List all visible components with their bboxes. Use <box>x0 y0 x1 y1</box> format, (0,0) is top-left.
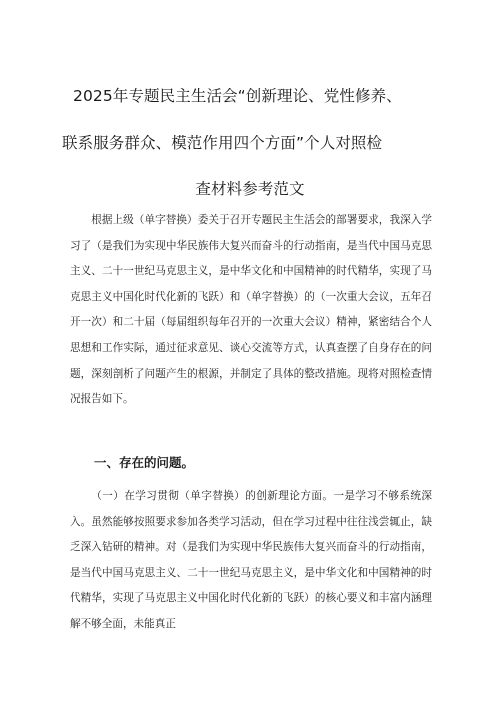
section-heading-problems: 一、存在的问题。 <box>94 455 195 470</box>
section-paragraph: （一）在学习贯彻（单字替换）的创新理论方面。一是学习不够系统深入。虽然能够按照要求参加各类学习活动，但在学习过程中往往浅尝辄止，缺乏深入钻研的精神。对（是我们为实现中华民族伟大复兴而奋斗的行动指南，是当代中国马克思主义、二十一世纪马克思主义，是中华文化和中国精神的时代精华，实现了马克思主义中国化时代化新的飞跃）的核心要义和丰富内涵理解不够全面，未能真正 <box>70 490 432 630</box>
document-title-line-3: 查材料参考范文 <box>195 180 305 198</box>
intro-paragraph: 根据上级（单字替换）委关于召开专题民主生活会的部署要求，我深入学习了（是我们为实现中华民族伟大复兴而奋斗的行动指南，是当代中国马克思主义、二十一世纪马克思主义，是中华文化和中国精神的时代精华，实现了马克思主义中国化时代化新的飞跃）和（单字替换）的（一次重大会议，五年召开一次）和二十届（每届组织每年召开的一次重大会议）精神，紧密结合个人思想和工作实际，通过征求意见、谈心交流等方式，认真查摆了自身存在的问题，深刻剖析了问题产生的根源，并制定了具体的整改措施。现将对照检查情况报告如下。 <box>70 214 432 406</box>
document-title-line-2: 联系服务群众、模范作用四个方面”个人对照检 <box>62 134 383 152</box>
document-title-line-1: 2025年专题民主生活会“创新理论、党性修养、 <box>73 87 402 105</box>
